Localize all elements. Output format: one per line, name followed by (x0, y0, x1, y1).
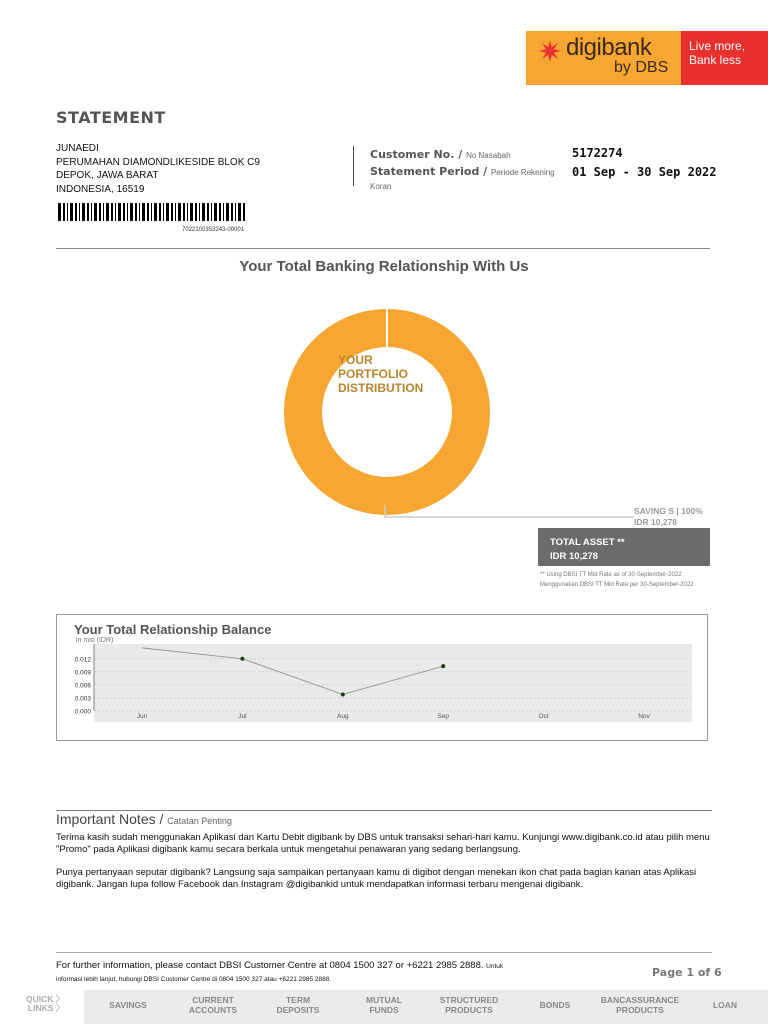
portfolio-label-1: YOUR (338, 353, 373, 367)
quick-link-mutual-funds[interactable]: MUTUAL FUNDS (366, 995, 402, 1015)
logo-orange-block (526, 31, 681, 85)
chart-plot-area (94, 644, 692, 722)
chart-x-tick: Jun (136, 713, 148, 720)
notes-title-id: Catatan Penting (167, 816, 232, 826)
customer-number-value: 5172274 (572, 146, 623, 160)
chart-x-tick: Nov (638, 713, 650, 720)
quick-link-current-accounts[interactable]: CURRENT ACCOUNTS (188, 995, 238, 1015)
statement-period-label (370, 165, 555, 178)
quick-links-label (26, 995, 64, 1013)
customer-name: JUNAEDI (56, 143, 99, 154)
chart-y-tick: 0.006 (74, 682, 91, 690)
quick-link-term-deposits[interactable]: TERM DEPOSITS (276, 995, 320, 1015)
customer-number-label (370, 148, 511, 161)
address-line-2: DEPOK, JAWA BARAT (56, 170, 159, 181)
divider-footer (56, 952, 712, 953)
period-label-id-2: Koran (370, 182, 392, 191)
customer-label-id: No Nasabah (466, 151, 511, 160)
quick-link-savings[interactable]: SAVINGS (109, 1000, 147, 1010)
logo-sub: by DBS (614, 59, 669, 76)
legend-savings-amount: IDR 10,278 (634, 517, 677, 527)
barcode-number: 7022100353243-00001 (182, 227, 245, 233)
quick-link-bonds[interactable]: BONDS (539, 1000, 571, 1010)
important-notes-title (56, 811, 232, 827)
notes-title-en: Important Notes / (56, 811, 164, 827)
portfolio-label (338, 353, 423, 395)
digibank-logo (526, 31, 768, 85)
period-label-id: Periode Rekening (491, 168, 555, 177)
barcode-bars (58, 203, 245, 221)
customer-address (56, 142, 260, 196)
chart-x-tick: Jul (238, 713, 247, 720)
chart-x-tick: Oct (538, 713, 549, 720)
portfolio-label-3: DISTRIBUTION (338, 381, 424, 395)
period-label-en: Statement Period / (370, 165, 488, 178)
balance-chart-unit: in mio (IDR) (76, 637, 114, 644)
tagline-line-1: Live more, (689, 39, 746, 53)
page-number: Page 1 of 6 (652, 966, 722, 979)
quick-link-bancassurance-products[interactable]: BANCASSURANCE PRODUCTS (600, 995, 680, 1015)
balance-line-chart (64, 644, 696, 724)
chart-y-tick: 0.012 (74, 656, 91, 664)
chart-y-tick: 0.000 (74, 708, 91, 716)
portfolio-legend (634, 506, 703, 528)
quick-label-2: LINKS 〉 (27, 1003, 65, 1013)
chart-point (341, 692, 345, 696)
quick-label-1: QUICK 〉 (26, 994, 65, 1004)
chart-y-tick: 0.003 (74, 695, 91, 703)
portfolio-donut-chart (280, 305, 494, 519)
footer-contact-info (56, 960, 506, 986)
quick-link-structured-products[interactable]: STRUCTURED PRODUCTS (439, 995, 499, 1015)
legend-leader-line (384, 505, 634, 519)
footer-info-id: Untuk informasi lebih lanjut, hubungi DBSI Customer Centre di 0804 1500 327 atau +6221 2985 2888. (56, 963, 504, 983)
address-line-3: INDONESIA, 16519 (56, 183, 145, 195)
statement-title: STATEMENT (56, 108, 166, 127)
logo-brand: digibank (566, 34, 652, 61)
quick-link-loan[interactable]: LOAN (712, 1000, 738, 1010)
total-asset-label: TOTAL ASSET ** (550, 537, 625, 548)
notes-paragraph-1: Terima kasih sudah menggunakan Aplikasi dan Kartu Debit digibank by DBS untuk transaksi sehari-hari kamu. Kunjungi www.digibank.co.id atau pilih menu "Promo" pada Aplikasi digibank kamu secara berkala untuk mengetahui penawaran yang sedang berlangsung. (56, 832, 710, 855)
total-asset-value: IDR 10,278 (550, 551, 599, 562)
chart-point (441, 664, 445, 668)
dbs-star-icon (538, 39, 562, 63)
statement-period-value: 01 Sep - 30 Sep 2022 (572, 165, 717, 179)
chart-x-tick: Aug (337, 713, 349, 720)
footer-info-en: For further information, please contact DBSI Customer Centre at 0804 1500 327 or +6221 2985 2888. (56, 960, 484, 971)
logo-tagline (681, 31, 768, 85)
customer-label-en: Customer No. / (370, 148, 463, 161)
relationship-title: Your Total Banking Relationship With Us (239, 258, 529, 275)
barcode (58, 203, 246, 221)
divider-header (56, 248, 710, 249)
rate-note-id: Menggunakan DBSI TT Mid Rate per 30-September-2022 (540, 582, 694, 588)
rate-note-en: ** Using DBSI TT Mid Rate as of 30-September-2022 (540, 572, 682, 578)
info-divider (353, 146, 354, 186)
legend-savings: SAVING S | 100% (634, 506, 703, 516)
portfolio-label-2: PORTFOLIO (338, 367, 408, 381)
address-line-1: PERUMAHAN DIAMONDLIKESIDE BLOK C9 (56, 156, 260, 168)
tagline-line-2: Bank less (689, 53, 742, 67)
notes-paragraph-2: Punya pertanyaan seputar digibank? Langsung saja sampaikan pertanyaan kamu di digibot dengan menekan ikon chat pada bagian kanan atas Aplikasi digibank. Jangan lupa follow Facebook dan Instagram @digibankid untuk mendapatkan informasi terbaru mengenai digibank. (56, 867, 697, 890)
balance-chart-title: Your Total Relationship Balance (74, 622, 272, 637)
chart-x-tick: Sep (437, 713, 449, 720)
chart-point (240, 657, 244, 661)
chart-y-tick: 0.009 (74, 669, 91, 677)
total-asset-box (538, 528, 710, 566)
